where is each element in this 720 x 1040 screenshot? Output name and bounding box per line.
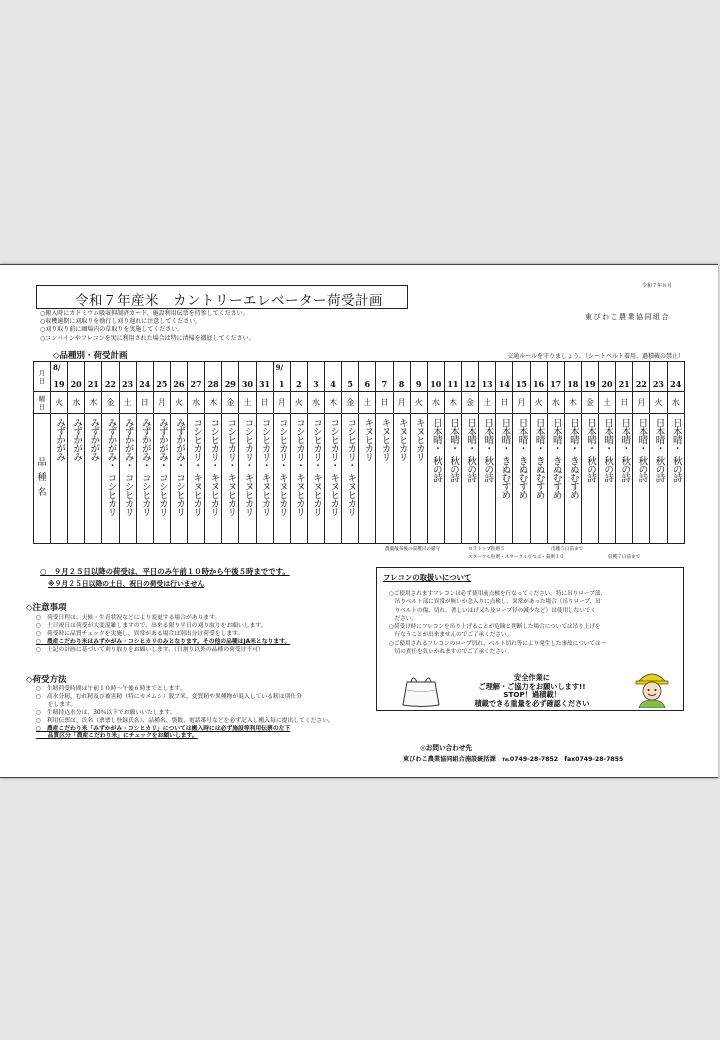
day-label: 19 (584, 379, 596, 389)
date-cell (273, 362, 290, 392)
date-cell (427, 362, 444, 392)
variety-name: きぬむすめ (499, 456, 511, 499)
variety-cell (68, 414, 85, 544)
flecon-line: ○ご使用されますフレコンは必ず使用前点検を行なってください。特に吊りロープ部、 (389, 591, 606, 597)
variety-cell (342, 414, 359, 544)
day-label: 29 (224, 379, 236, 389)
variety-cell (376, 414, 393, 544)
variety-name: 日本晴・ (653, 418, 665, 452)
variety-name: みずかがみ (88, 418, 100, 461)
date-cell (650, 362, 667, 392)
variety-name: キヌヒカリ (396, 418, 408, 461)
weekday-cell: 土 (239, 392, 256, 414)
variety-name: 日本晴・ (447, 418, 459, 452)
weekday-cell: 水 (188, 392, 205, 414)
variety-cell (479, 414, 496, 544)
safety-line: STOP！過積載！ (503, 690, 561, 699)
day-label: 14 (498, 379, 510, 389)
variety-name: キヌヒカリ (362, 418, 374, 461)
variety-name: キヌヒカリ (413, 418, 425, 461)
flecon-line: りベルトの傷、切れ、著しいほげ又ち及ロープ径の減少など）は使用しないでく (389, 607, 597, 614)
weekday-cell: 火 (410, 392, 427, 414)
day-label: 17 (550, 379, 562, 389)
variety-cell (273, 414, 290, 544)
weekday-cell: 火 (170, 392, 187, 414)
pesticide-note: 農薬散布後の収穫日の厳守 (385, 547, 441, 552)
variety-name: みずかがみ・ (105, 418, 117, 469)
row-label-variety: 品 種 名 (34, 414, 51, 544)
day-label: 27 (190, 379, 202, 389)
variety-name: コシヒカリ (173, 473, 185, 516)
variety-name: コシヒカリ・ (259, 418, 271, 469)
method-item: ○ 高水分籾、むれ籾及び被害籾（特にカメムシ）脱ブ米、変質籾や異種物が混入している籾は別仕分 (36, 693, 302, 700)
variety-name: キヌヒカリ (310, 473, 322, 516)
variety-name: みずかがみ・ (122, 418, 134, 469)
variety-name: キヌヒカリ (208, 473, 220, 516)
variety-cell (650, 414, 667, 544)
day-label: 3 (313, 379, 319, 389)
variety-cell (188, 414, 205, 544)
variety-name: コシヒカリ (156, 473, 168, 516)
note-line: ○搬入時にカドミウム吸収抑制済カード、施設利用伝票を持参してください。 (40, 310, 249, 317)
variety-name: コシヒカリ・ (242, 418, 254, 469)
flecon-line: 行なうことが出来ませんのでご了承ください。 (389, 632, 513, 639)
caution-item: ○ 土日祝日は荷受が大変混雑しますので、出来る限り平日の刈り取りをお願いします。 (36, 622, 267, 629)
variety-cell (393, 414, 410, 544)
day-label: 18 (567, 379, 579, 389)
day-label: 20 (601, 379, 613, 389)
variety-cell (136, 414, 153, 544)
pesticide-note: 出穂５日前まで (551, 547, 584, 552)
day-label: 13 (481, 379, 493, 389)
weekday-cell: 月 (153, 392, 170, 414)
day-label: 21 (87, 379, 99, 389)
date-cell (222, 362, 239, 392)
variety-name: コシヒカリ (139, 473, 151, 516)
weekday-cell: 金 (581, 392, 598, 414)
variety-name: 秋の詩 (602, 456, 614, 482)
weekday-cell: 土 (359, 392, 376, 414)
variety-name: 日本晴・ (533, 418, 545, 452)
weekday-cell: 土 (479, 392, 496, 414)
day-label: 15 (515, 379, 527, 389)
variety-name: 秋の詩 (447, 456, 459, 482)
weekday-cell: 水 (427, 392, 444, 414)
variety-name: コシヒカリ・ (293, 418, 305, 469)
variety-cell (513, 414, 530, 544)
variety-cell (616, 414, 633, 544)
flecon-text (389, 590, 606, 656)
date-cell (359, 362, 376, 392)
variety-cell (290, 414, 307, 544)
variety-cell (581, 414, 598, 544)
weekday-cell: 水 (667, 392, 685, 414)
date-cell (581, 362, 598, 392)
variety-name: きぬむすめ (567, 456, 579, 499)
pesticide-note: 収穫７日前まで (608, 555, 641, 560)
weekday-cell: 日 (616, 392, 633, 414)
safety-line: 安全作業に (514, 673, 550, 682)
variety-cell (85, 414, 102, 544)
schedule-heading: ◇品種別・荷受計画 (53, 351, 128, 361)
variety-cell (170, 414, 187, 544)
date-cell (51, 362, 68, 392)
weekday-cell: 月 (513, 392, 530, 414)
variety-name: 秋の詩 (619, 456, 631, 482)
weekday-cell: 月 (393, 392, 410, 414)
weekday-cell: 日 (376, 392, 393, 414)
pesticide-note: スタークル粒剤・スタークル豆つぶ・殺剤１０ (468, 555, 565, 560)
variety-cell (325, 414, 342, 544)
variety-name: コシヒカリ・ (191, 418, 203, 469)
day-label: 4 (330, 379, 336, 389)
date-cell (325, 362, 342, 392)
date-cell (239, 362, 256, 392)
day-label: 24 (139, 379, 151, 389)
variety-cell (119, 414, 136, 544)
day-label: 9 (415, 379, 422, 389)
note-line: ○収穫適期に刈取りを励行し刈り遅れに注意してください。 (40, 318, 202, 326)
day-label: 1 (278, 379, 285, 389)
variety-name: みずかがみ (71, 418, 83, 461)
variety-cell (410, 414, 427, 544)
weekday-cell: 火 (650, 392, 667, 414)
date-cell (393, 362, 410, 392)
caution-item: ○ 農産こだわり米はみずかがみ・コシヒカリのみとなります。その他の品種はJA米となります。 (36, 638, 291, 645)
date-cell (170, 362, 187, 392)
method-item: をします。 (36, 701, 77, 708)
variety-name: キヌヒカリ (242, 473, 254, 516)
variety-cell (599, 414, 616, 544)
date-cell (290, 362, 307, 392)
date-cell (153, 362, 170, 392)
flecon-line: 切の責任を負いかねますのでご了承ください。 (389, 649, 513, 656)
flecon-line: ○ご使用されるフレコンのロープ切れ、ベルト切れ等により発生した事故については一 (389, 640, 607, 647)
variety-name: キヌヒカリ (191, 473, 203, 516)
traffic-note: 交通ルールを守りましょう。（シートベルト着用、過積載の禁止） (507, 353, 684, 360)
day-label: 21 (618, 379, 630, 389)
schedule-table (33, 361, 685, 544)
variety-name: コシヒカリ (105, 473, 117, 516)
weekday-cell: 水 (68, 392, 85, 414)
day-label: 28 (207, 379, 219, 389)
date-cell (68, 362, 85, 392)
variety-name: 日本晴・ (602, 418, 614, 452)
page-title: 令和７年産米 カントリーエレベーター荷受計画 (75, 293, 383, 309)
caution-item: ○ 上記の計画に基づいて刈り取りをお願いします。（日割り以外の品種の荷受け不可） (36, 646, 264, 653)
variety-name: 日本晴・ (516, 418, 528, 452)
variety-cell (633, 414, 650, 544)
method-item: ○ 生籾持込水分は、30％以下でお願いいたします。 (36, 709, 176, 716)
date-cell (462, 362, 479, 392)
variety-cell (239, 414, 256, 544)
variety-name: きぬむすめ (533, 456, 545, 499)
date-cell (342, 362, 359, 392)
variety-name: 日本晴・ (430, 418, 442, 452)
variety-cell (462, 414, 479, 544)
organization-name: 東びわこ農業協同組合 (585, 313, 670, 321)
weekday-cell: 日 (496, 392, 513, 414)
issue-date: 令和７年８月 (641, 283, 672, 289)
flecon-line: ○荷受け時にフレコンを吊り上げることが危険と判断した場合については吊り上げを (389, 624, 601, 631)
date-cell (616, 362, 633, 392)
variety-name: みずかがみ・ (156, 418, 168, 469)
variety-cell (51, 414, 68, 544)
date-cell (85, 362, 102, 392)
day-label: 6 (364, 379, 371, 389)
day-label: 8 (398, 379, 405, 389)
variety-cell (547, 414, 564, 544)
variety-name: みずかがみ (54, 418, 66, 461)
variety-cell (222, 414, 239, 544)
title-box (36, 285, 408, 309)
date-cell (564, 362, 581, 392)
weekday-cell: 木 (85, 392, 102, 414)
variety-cell (359, 414, 376, 544)
variety-cell (667, 414, 685, 544)
row-label-date: 月 日 (34, 362, 51, 392)
variety-name: 秋の詩 (482, 456, 494, 482)
variety-name: 秋の詩 (465, 456, 477, 482)
caution-item: ○ 荷受時に品質チェックを実施し、異常がある場合は別出分け荷受をします。 (36, 630, 244, 637)
variety-name: キヌヒカリ (379, 418, 391, 461)
variety-name: きぬむすめ (550, 456, 562, 499)
date-cell (633, 362, 650, 392)
variety-name: コシヒカリ・ (345, 418, 357, 469)
safety-line: 積載できる重量を必ず確認ください (474, 698, 590, 708)
variety-name: コシヒカリ・ (225, 418, 237, 469)
day-label: 31 (258, 379, 271, 389)
date-cell (136, 362, 153, 392)
flecon-box (376, 567, 684, 711)
day-label: 19 (53, 379, 65, 389)
date-cell (496, 362, 513, 392)
variety-name: コシヒカリ (122, 473, 134, 516)
safety-worker-icon (629, 666, 675, 708)
weekday-cell: 木 (205, 392, 222, 414)
date-cell (188, 362, 205, 392)
day-label: 20 (70, 379, 82, 389)
weekday-cell: 土 (119, 392, 136, 414)
day-label: 22 (635, 379, 647, 389)
variety-name: みずかがみ・ (173, 418, 185, 469)
variety-name: 日本晴・ (584, 418, 596, 452)
day-label: 11 (447, 379, 459, 389)
date-cell (513, 362, 530, 392)
cautions-list (36, 615, 290, 655)
flecon-line: ださい。 (389, 615, 417, 622)
variety-name: キヌヒカリ (328, 473, 340, 516)
date-cell (256, 362, 273, 392)
variety-name: 日本晴・ (482, 418, 494, 452)
weekday-cell: 木 (325, 392, 342, 414)
weekday-cell: 月 (633, 392, 650, 414)
date-cell (530, 362, 547, 392)
contact-heading: ◎お問い合わせ先 (420, 744, 472, 752)
variety-name: キヌヒカリ (345, 473, 357, 516)
variety-name: 日本晴・ (550, 418, 562, 452)
variety-name: 日本晴・ (636, 418, 648, 452)
notice-main: ○ ９月２５日以降の荷受は、平日のみ午前１０時から午後５時までです。 (40, 567, 290, 576)
variety-cell (564, 414, 581, 544)
flecon-line: 吊りベルト部に異常が無いか念入りに点検し、異常があった場合（吊りロープ、吊 (389, 599, 601, 606)
weekday-cell: 日 (136, 392, 153, 414)
variety-cell (444, 414, 461, 544)
weekday-cell: 火 (530, 392, 547, 414)
variety-name: 秋の詩 (653, 456, 665, 482)
date-cell (307, 362, 324, 392)
weekday-cell: 木 (444, 392, 461, 414)
day-label: 23 (652, 379, 664, 389)
weekday-cell: 木 (564, 392, 581, 414)
method-item: ○ 利用伝票は、氏名（票票し登録氏名）、品種名、袋数、電話番号などを必ず記入し搬入毎に提出してください。 (36, 717, 334, 724)
method-item: ○ 農産こだわり米「みずかがみ・コシヒカリ」については搬入時には必ず施設等利用伝票の左下 (36, 725, 291, 732)
date-cell (444, 362, 461, 392)
caution-item: ○ 荷受日程は、天候・生育状況などにより変更する場合があります。 (36, 615, 221, 621)
day-label: 2 (296, 379, 302, 389)
variety-name: 秋の詩 (670, 456, 682, 482)
variety-name: 日本晴・ (567, 418, 579, 452)
weekday-cell: 金 (342, 392, 359, 414)
weekday-cell: 金 (222, 392, 239, 414)
date-cell (376, 362, 393, 392)
weekday-cell: 日 (256, 392, 273, 414)
date-cell (410, 362, 427, 392)
weekday-cell: 火 (290, 392, 307, 414)
variety-cell (307, 414, 324, 544)
date-cell (119, 362, 136, 392)
day-label: 7 (381, 379, 388, 389)
variety-name: 秋の詩 (636, 456, 648, 482)
day-label: 22 (104, 379, 116, 389)
notice-sub: ※９月２５日以降の土日、祝日の荷受は行いません (48, 580, 205, 588)
day-label: 5 (347, 379, 353, 389)
variety-name: 日本晴・ (670, 418, 682, 452)
variety-cell (427, 414, 444, 544)
weekday-cell: 水 (307, 392, 324, 414)
date-cell (667, 362, 685, 392)
method-item: 品質区分「農産こだわり米」にチェックをお願いします。 (36, 733, 198, 740)
variety-name: みずかがみ・ (139, 418, 151, 469)
weekday-cell: 月 (273, 392, 290, 414)
safety-message (447, 674, 617, 708)
variety-cell (205, 414, 222, 544)
variety-name: コシヒカリ・ (208, 418, 220, 469)
method-item: ○ 生籾荷受時間は午前１０時～午後６時までとします。 (36, 686, 186, 692)
weekday-cell: 金 (102, 392, 119, 414)
variety-name: 秋の詩 (584, 456, 596, 482)
date-cell (102, 362, 119, 392)
note-line: ○刈り取り前に圃場内の草取りを実施してください。 (40, 326, 184, 334)
day-label: 10 (430, 379, 442, 389)
weekday-cell: 火 (51, 392, 68, 414)
day-label: 26 (173, 379, 185, 389)
month-label: 9/ (275, 363, 284, 372)
weekday-cell: 土 (599, 392, 616, 414)
variety-cell (530, 414, 547, 544)
day-label: 25 (156, 379, 168, 389)
variety-name: キヌヒカリ (276, 473, 288, 516)
variety-name: きぬむすめ (516, 456, 528, 499)
variety-cell (102, 414, 119, 544)
flecon-bag-icon (399, 672, 443, 708)
row-label-weekday: 曜 日 (34, 392, 51, 414)
weekday-cell: 金 (462, 392, 479, 414)
date-cell (479, 362, 496, 392)
date-cell (599, 362, 616, 392)
pesticide-note: ヨラトップ粒剤５ (468, 547, 505, 552)
variety-cell (153, 414, 170, 544)
date-cell (547, 362, 564, 392)
document-page (0, 264, 718, 778)
day-label: 12 (464, 379, 476, 389)
day-label: 16 (532, 379, 545, 389)
variety-name: 秋の詩 (430, 456, 442, 482)
contact-info: 東びわこ農業協同組合施設統括課 ℡0749-28-7852 fax0749-28-7855 (403, 756, 624, 763)
day-label: 30 (241, 379, 253, 389)
variety-name: 日本晴・ (619, 418, 631, 452)
variety-name: コシヒカリ・ (310, 418, 322, 469)
variety-cell (256, 414, 273, 544)
note-line: ○コンバインやフレコンを実に利用された場合は特に清掃を徹底してください。 (40, 334, 255, 342)
day-label: 23 (121, 379, 134, 389)
date-cell (205, 362, 222, 392)
variety-name: 日本晴・ (499, 418, 511, 452)
method-heading: ◇荷受方法 (26, 675, 67, 685)
variety-name: キヌヒカリ (259, 473, 271, 516)
safety-line: ご理解・ご協力をお願いします!! (478, 681, 586, 691)
variety-name: キヌヒカリ (293, 473, 305, 516)
variety-name: コシヒカリ・ (328, 418, 340, 469)
flecon-title: フレコンの取扱いについて (383, 573, 472, 582)
weekday-cell: 水 (547, 392, 564, 414)
variety-name: コシヒカリ・ (276, 418, 288, 469)
variety-cell (496, 414, 513, 544)
method-list (36, 686, 334, 741)
variety-name: 日本晴・ (465, 418, 477, 452)
month-label: 8/ (53, 363, 61, 372)
general-notes (40, 310, 255, 343)
day-label: 24 (670, 379, 682, 389)
variety-name: キヌヒカリ (225, 473, 237, 516)
cautions-heading: ◇注意事項 (26, 603, 67, 613)
